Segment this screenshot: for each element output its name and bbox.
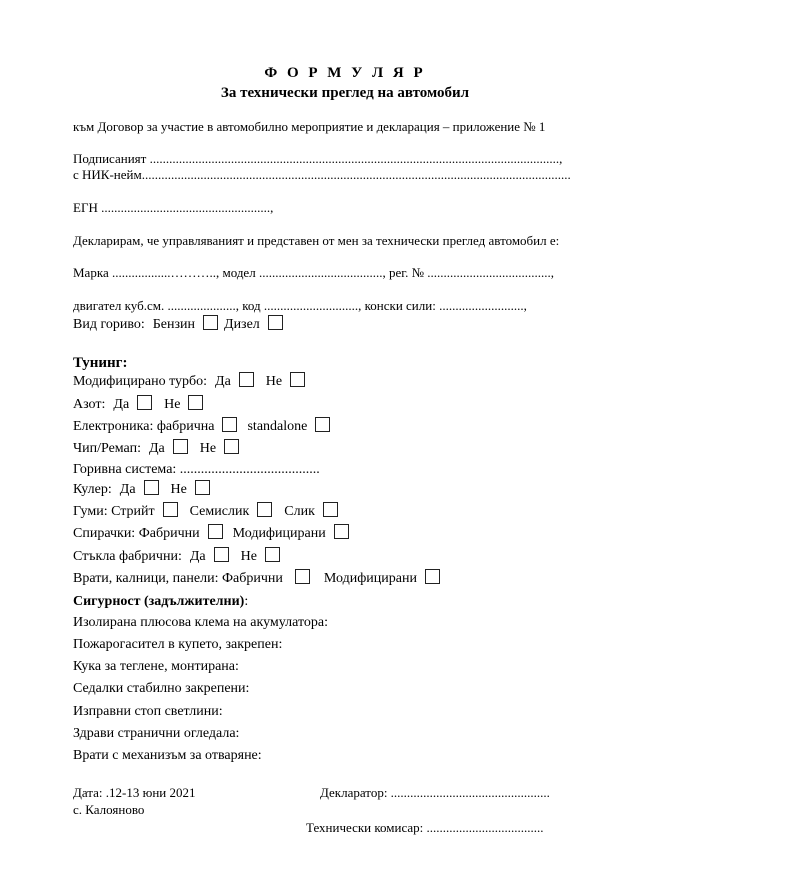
safety-heading-colon: : xyxy=(244,594,249,609)
form-title: Ф О Р М У Л Я Р xyxy=(264,65,426,81)
engine-line: двигател куб.см. ....................., код ............................., конски сили: .........................., xyxy=(73,298,527,313)
electronics-factory-checkbox[interactable] xyxy=(222,417,237,432)
nickname-line: с НИК-нейм.................................................................................................................................... xyxy=(73,167,571,182)
fuel-petrol-label: Бензин xyxy=(152,316,196,332)
fuel-system-line: Горивна система: ........................................ xyxy=(73,462,320,477)
chip-label: Чип/Ремап: xyxy=(73,440,141,456)
brakes-factory-checkbox[interactable] xyxy=(208,524,223,539)
brakes-modified-label: Модифицирани xyxy=(232,525,326,541)
brakes-label: Спирачки: Фабрични xyxy=(73,525,200,541)
fuel-petrol-checkbox[interactable] xyxy=(203,315,218,330)
chip-no-checkbox[interactable] xyxy=(224,439,239,454)
body-panels-modified-checkbox[interactable] xyxy=(425,569,440,584)
glass-yes-checkbox[interactable] xyxy=(214,547,229,562)
tires-semislick-checkbox[interactable] xyxy=(257,502,272,517)
fuel-diesel-label: Дизел xyxy=(224,316,260,332)
safety-item: Изправни стоп светлини: xyxy=(73,704,223,719)
nitro-no-checkbox[interactable] xyxy=(188,395,203,410)
turbo-yes-checkbox[interactable] xyxy=(239,372,254,387)
electronics-row xyxy=(73,419,336,434)
safety-item: Здрави странични огледала: xyxy=(73,726,240,741)
tires-row xyxy=(73,504,344,519)
electronics-standalone-checkbox[interactable] xyxy=(315,417,330,432)
form-subtitle: За технически преглед на автомобил xyxy=(220,85,470,101)
turbo-yes-label: Да xyxy=(215,373,231,389)
cooler-yes-checkbox[interactable] xyxy=(144,480,159,495)
nitro-label: Азот: xyxy=(73,396,106,412)
tires-label: Гуми: Стрийт xyxy=(73,503,155,519)
intro-text: към Договор за участие в автомобилно мероприятие и декларация – приложение № 1 xyxy=(73,119,546,134)
chip-row xyxy=(73,441,245,456)
signer-line: Подписаният .............................................................................................................................., xyxy=(73,151,563,166)
body-panels-row xyxy=(73,571,446,586)
glass-label: Стъкла фабрични: xyxy=(73,548,182,564)
fuel-diesel-checkbox[interactable] xyxy=(268,315,283,330)
tuning-heading: Тунинг: xyxy=(73,355,128,371)
chip-no-label: Не xyxy=(199,440,217,456)
safety-heading-text: Сигурност (задължителни) xyxy=(73,594,245,609)
declaration-line: Декларирам, че управляваният и представен от мен за технически преглед автомобил е: xyxy=(73,233,560,248)
cooler-no-label: Не xyxy=(170,481,187,497)
tires-street-checkbox[interactable] xyxy=(163,502,178,517)
electronics-label: Електроника: фабрична xyxy=(73,418,215,434)
safety-heading xyxy=(73,595,248,609)
turbo-no-checkbox[interactable] xyxy=(290,372,305,387)
glass-row xyxy=(73,549,286,564)
nitro-yes-checkbox[interactable] xyxy=(137,395,152,410)
place-line: с. Калояново xyxy=(73,802,145,817)
cooler-no-checkbox[interactable] xyxy=(195,480,210,495)
fuel-row xyxy=(73,317,289,332)
egn-line: ЕГН ...................................................., xyxy=(73,200,274,215)
safety-item: Пожарогасител в купето, закрепен: xyxy=(73,637,283,652)
brakes-modified-checkbox[interactable] xyxy=(334,524,349,539)
chip-yes-checkbox[interactable] xyxy=(173,439,188,454)
turbo-row xyxy=(73,374,311,389)
safety-item: Кука за теглене, монтирана: xyxy=(73,659,239,674)
turbo-label: Модифицирано турбо: xyxy=(73,373,208,389)
electronics-standalone-label: standalone xyxy=(247,418,308,434)
body-panels-label: Врати, калници, панели: Фабрични xyxy=(73,570,283,586)
tires-slick-checkbox[interactable] xyxy=(323,502,338,517)
nitro-no-label: Не xyxy=(164,396,181,412)
declarator-line: Декларатор: ................................................. xyxy=(320,785,550,800)
fuel-label: Вид гориво: xyxy=(73,316,145,332)
tires-semislick-label: Семислик xyxy=(189,503,250,519)
body-panels-modified-label: Модифицирани xyxy=(323,570,417,586)
safety-item: Седалки стабилно закрепени: xyxy=(73,681,250,696)
nitro-yes-label: Да xyxy=(113,396,130,412)
cooler-yes-label: Да xyxy=(119,481,136,497)
safety-item: Врати с механизъм за отваряне: xyxy=(73,748,262,763)
glass-yes-label: Да xyxy=(189,548,206,564)
brakes-row xyxy=(73,526,355,541)
commissar-line: Технически комисар: .................................... xyxy=(306,820,544,835)
cooler-row xyxy=(73,482,216,497)
glass-no-checkbox[interactable] xyxy=(265,547,280,562)
date-line: Дата: .12-13 юни 2021 xyxy=(73,785,196,800)
body-panels-factory-checkbox[interactable] xyxy=(295,569,310,584)
chip-yes-label: Да xyxy=(148,440,165,456)
make-model-line: Марка ..................……….., модел ......................................, рег. № ......................................, xyxy=(73,265,554,280)
glass-no-label: Не xyxy=(240,548,257,564)
nitro-row xyxy=(73,397,209,412)
tires-slick-label: Слик xyxy=(284,503,315,519)
cooler-label: Кулер: xyxy=(73,481,112,497)
turbo-no-label: Не xyxy=(265,373,283,389)
safety-item: Изолирана плюсова клема на акумулатора: xyxy=(73,615,329,630)
